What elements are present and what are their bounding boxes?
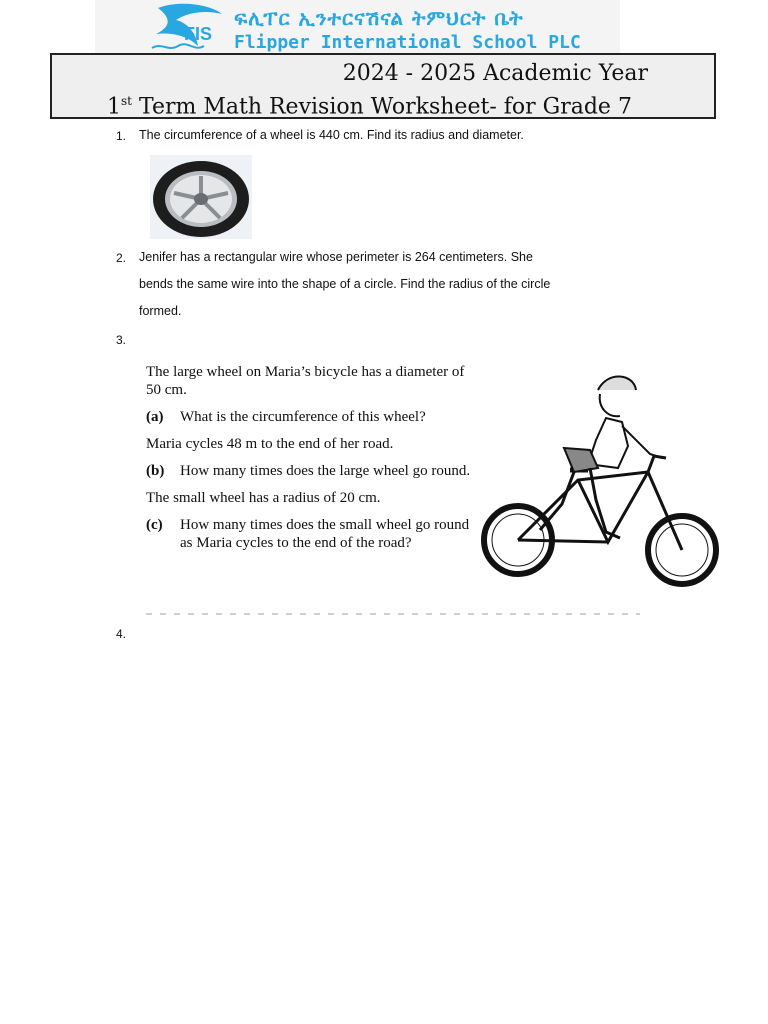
term-number: 1	[107, 94, 121, 120]
car-wheel-image	[150, 155, 252, 239]
question-2-number: 2.	[116, 251, 127, 265]
girl-on-bicycle-image	[478, 360, 720, 592]
q3-part-c: How many times does the small wheel go round as Maria cycles to the end of the road?	[180, 517, 470, 551]
question-3-problem	[146, 363, 476, 552]
question-1-number: 1.	[116, 129, 127, 143]
title-box	[50, 53, 716, 119]
q3-part-a: What is the circumference of this wheel?	[180, 409, 426, 425]
school-logo	[148, 2, 228, 56]
q3-part-c-label: (c)	[146, 517, 163, 533]
question-2-text: Jenifer has a rectangular wire whose perimeter is 264 centimeters. She bends the same wire into the shape of a circle. Find the radius of the circle formed.	[139, 250, 551, 318]
worksheet-title	[107, 94, 632, 119]
q3-intro: The large wheel on Maria’s bicycle has a diameter of 50 cm.	[146, 364, 465, 398]
school-name-amharic: ፍሊፐር ኢንተርናሽናል ትምህርት ቤት	[234, 6, 524, 30]
logo-text: FIS	[184, 24, 213, 44]
term-suffix: st	[121, 94, 132, 108]
school-name-english: Flipper International School PLC	[234, 32, 581, 53]
question-1-text: The circumference of a wheel is 440 cm. Find its radius and diameter.	[139, 128, 524, 142]
academic-year: 2024 - 2025 Academic Year	[342, 61, 648, 86]
question-3-number: 3.	[116, 333, 127, 347]
worksheet-title-text: Term Math Revision Worksheet- for Grade 7	[131, 94, 632, 120]
q3-part-b-label: (b)	[146, 463, 165, 479]
q3-distance: Maria cycles 48 m to the end of her road.	[146, 436, 394, 452]
q3-part-b: How many times does the large wheel go round.	[180, 463, 471, 479]
q3-small-wheel: The small wheel has a radius of 20 cm.	[146, 490, 381, 506]
clipped-text-remnant	[146, 613, 640, 615]
question-4-number: 4.	[116, 627, 127, 641]
q3-part-a-label: (a)	[146, 409, 164, 425]
